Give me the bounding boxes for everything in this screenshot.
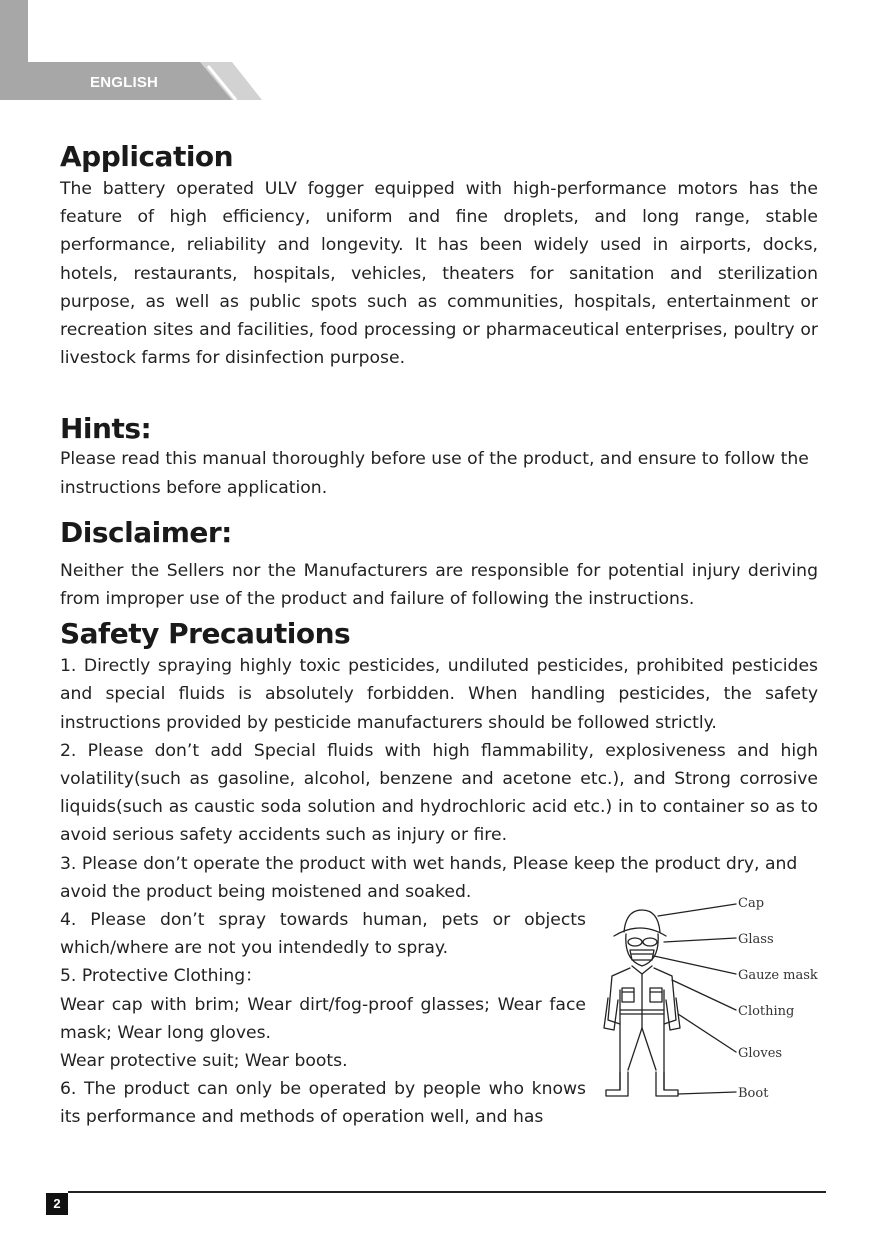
safety-item-6: 6. The product can only be operated by people who knows its performance and methods of operation well, and has — [60, 1079, 586, 1128]
figure-label-boot: Boot — [738, 1086, 769, 1101]
figure-label-gauze-mask: Gauze mask — [738, 968, 818, 983]
language-label: ENGLISH — [90, 74, 159, 91]
safety-item-5-detail-1: Wear cap with brim; Wear dirt/fog-proof glasses; Wear face mask; Wear long gloves. — [60, 994, 586, 1043]
safety-item-4: 4. Please don’t spray towards human, pets or objects which/where are not you intendedly to spray. — [60, 910, 586, 959]
disclaimer-body: Neither the Sellers nor the Manufacturers are responsible for potential injury deriving from improper use of the product and failure of following the instructions. — [60, 560, 818, 610]
application-body: The battery operated ULV fogger equipped with high-performance motors has the feature of high efficiency, uniform and fine droplets, and long range, stable performance, reliability and longevity. It has been widely used in airports, docks, hotels, restaurants, hospitals, vehicles, theaters for sanitation and sterilization purpose, as well as public spots such as communities, hospitals, entertainment or recreation sites and facilities, food processing or pharmaceutical enterprises, poultry or livestock farms for disinfection purpose. — [60, 179, 818, 369]
disclaimer-heading: Disclaimer: — [60, 515, 232, 549]
footer-rule — [68, 1191, 826, 1193]
language-tab — [0, 0, 262, 100]
safety-item-2: 2. Please don’t add Special fluids with high flammability, explosiveness and high volatility(such as gasoline, alcohol, benzene and acetone etc.), and Strong corrosive liquids(such as caustic soda solution and hydrochloric acid etc.) in to container so as to avoid serious safety accidents such as injury or fire. — [60, 740, 818, 846]
safety-item-3: 3. Please don’t operate the product with wet hands, Please keep the product dry, and avoid the product being moistened and soaked. — [60, 853, 798, 902]
hints-heading: Hints: — [60, 412, 152, 446]
page-number: 2 — [46, 1193, 68, 1215]
worker-illustration — [600, 890, 830, 1115]
safety-item-5-detail-2: Wear protective suit; Wear boots. — [60, 1051, 348, 1072]
safety-heading: Safety Precautions — [60, 617, 351, 651]
application-heading: Application — [60, 140, 234, 173]
hints-body: Please read this manual thoroughly before use of the product, and ensure to follow the instructions before application. — [60, 449, 809, 498]
figure-label-glass: Glass — [738, 932, 774, 947]
safety-item-1: 1. Directly spraying highly toxic pesticides, undiluted pesticides, prohibited pesticides and special fluids is absolutely forbidden. When handling pesticides, the safety instructions provided by pesticide manufacturers should be followed strictly. — [60, 656, 818, 733]
protective-clothing-figure — [600, 890, 830, 1115]
safety-item-5: 5. Protective Clothing： — [60, 966, 263, 987]
figure-label-gloves: Gloves — [738, 1046, 783, 1061]
figure-label-clothing: Clothing — [738, 1004, 795, 1019]
figure-label-cap: Cap — [738, 896, 765, 911]
